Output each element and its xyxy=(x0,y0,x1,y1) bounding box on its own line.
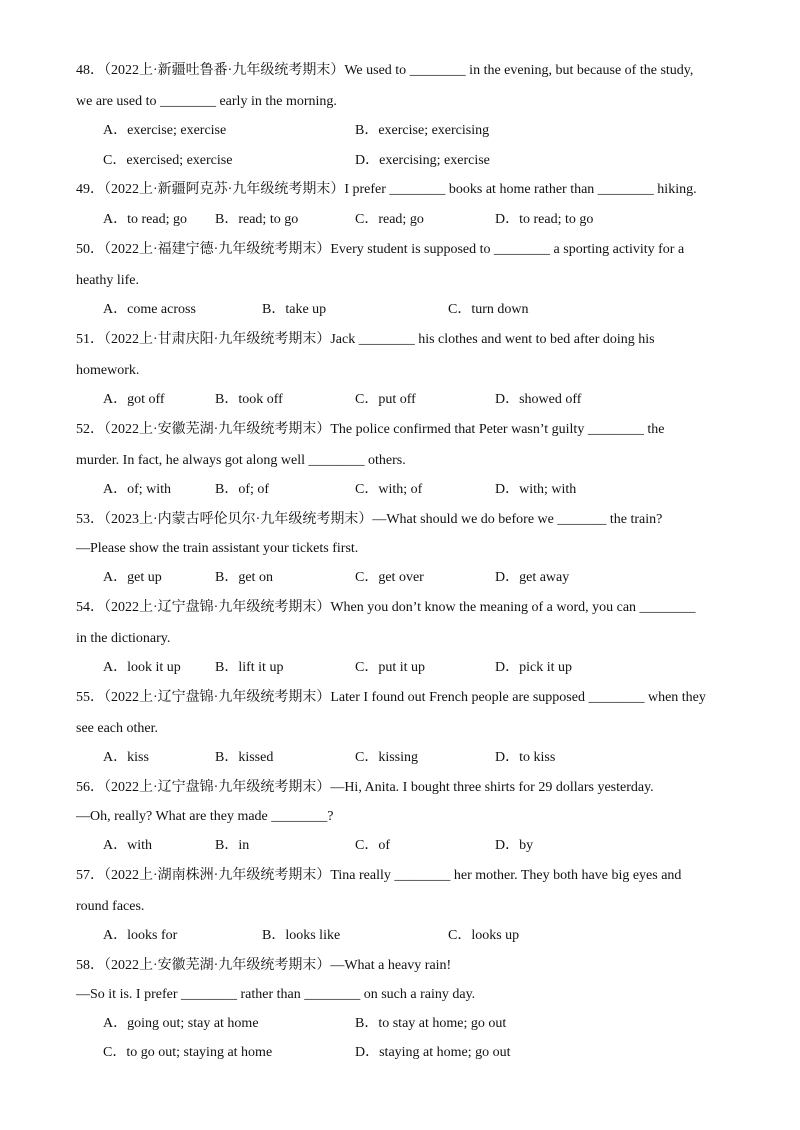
question-57-option-a: A．looks for xyxy=(103,928,178,943)
question-56-option-d: D．by xyxy=(495,838,534,853)
question-49-line-1: 49．（2022上·新疆阿克苏·九年级统考期末）I prefer ________ books at home rather than ________ hiking. xyxy=(76,182,697,197)
question-56-option-b: B．in xyxy=(215,838,250,853)
question-55-option-b: B．kissed xyxy=(215,750,274,765)
question-54-option-b: B．lift it up xyxy=(215,660,284,675)
question-57-line-1: 57．（2022上·湖南株洲·九年级统考期末）Tina really ________ her mother. They both have big eyes and xyxy=(76,868,682,883)
question-55-option-c: C．kissing xyxy=(355,750,419,765)
question-54-option-d: D．pick it up xyxy=(495,660,572,675)
question-58-option-b: B．to stay at home; go out xyxy=(355,1016,507,1031)
question-56-line-1: 56．（2022上·辽宁盘锦·九年级统考期末）—Hi, Anita. I bought three shirts for 29 dollars yesterday. xyxy=(76,780,654,795)
question-52-option-c: C．with; of xyxy=(355,482,423,497)
question-48-line-1: 48．（2022上·新疆吐鲁番·九年级统考期末）We used to ________ in the evening, but because of the study, xyxy=(76,63,694,78)
question-52-line-1: 52．（2022上·安徽芜湖·九年级统考期末）The police confirmed that Peter wasn’t guilty ________ the xyxy=(76,422,665,437)
question-51-line-1: 51．（2022上·甘肃庆阳·九年级统考期末）Jack ________ his clothes and went to bed after doing his xyxy=(76,332,655,347)
question-49-option-a: A．to read; go xyxy=(103,212,187,227)
question-54-line-2: in the dictionary. xyxy=(76,631,171,646)
question-55-line-2: see each other. xyxy=(76,721,159,736)
question-52-option-b: B．of; of xyxy=(215,482,270,497)
question-50-option-a: A．come across xyxy=(103,302,196,317)
question-52-option-a: A．of; with xyxy=(103,482,172,497)
question-58-option-a: A．going out; stay at home xyxy=(103,1016,259,1031)
question-55-option-d: D．to kiss xyxy=(495,750,556,765)
question-48-option-a: A．exercise; exercise xyxy=(103,123,227,138)
question-51-option-a: A．got off xyxy=(103,392,165,407)
question-58-line-2: —So it is. I prefer ________ rather than ________ on such a rainy day. xyxy=(76,987,476,1002)
question-54-line-1: 54．（2022上·辽宁盘锦·九年级统考期末）When you don’t know the meaning of a word, you can ________ xyxy=(76,600,696,615)
question-51-option-b: B．took off xyxy=(215,392,283,407)
question-57-line-2: round faces. xyxy=(76,899,145,914)
question-50-option-c: C．turn down xyxy=(448,302,529,317)
question-56-option-a: A．with xyxy=(103,838,152,853)
question-48-option-d: D．exercising; exercise xyxy=(355,153,490,168)
question-56-line-2: —Oh, really? What are they made ________? xyxy=(76,809,334,824)
question-53-option-b: B．get on xyxy=(215,570,273,585)
question-53-line-1: 53．（2023上·内蒙古呼伦贝尔·九年级统考期末）—What should we do before we _______ the train? xyxy=(76,512,663,527)
question-55-line-1: 55．（2022上·辽宁盘锦·九年级统考期末）Later I found out French people are supposed ________ when they xyxy=(76,690,706,705)
question-53-option-d: D．get away xyxy=(495,570,570,585)
question-50-option-b: B．take up xyxy=(262,302,327,317)
question-49-option-d: D．to read; to go xyxy=(495,212,594,227)
question-53-line-2: —Please show the train assistant your tickets first. xyxy=(76,541,359,556)
question-50-line-1: 50．（2022上·福建宁德·九年级统考期末）Every student is supposed to ________ a sporting activity for a xyxy=(76,242,685,257)
question-58-option-d: D．staying at home; go out xyxy=(355,1045,511,1060)
question-58-option-c: C．to go out; staying at home xyxy=(103,1045,273,1060)
question-48-option-c: C．exercised; exercise xyxy=(103,153,233,168)
question-53-option-a: A．get up xyxy=(103,570,162,585)
question-57-option-c: C．looks up xyxy=(448,928,520,943)
question-54-option-a: A．look it up xyxy=(103,660,181,675)
question-48-option-b: B．exercise; exercising xyxy=(355,123,490,138)
question-58-line-1: 58．（2022上·安徽芜湖·九年级统考期末）—What a heavy rain! xyxy=(76,958,452,973)
question-50-line-2: heathy life. xyxy=(76,273,139,288)
question-53-option-c: C．get over xyxy=(355,570,424,585)
question-49-option-b: B．read; to go xyxy=(215,212,299,227)
question-56-option-c: C．of xyxy=(355,838,390,853)
question-51-option-c: C．put off xyxy=(355,392,416,407)
question-51-option-d: D．showed off xyxy=(495,392,582,407)
question-52-option-d: D．with; with xyxy=(495,482,577,497)
question-57-option-b: B．looks like xyxy=(262,928,341,943)
question-55-option-a: A．kiss xyxy=(103,750,149,765)
question-52-line-2: murder. In fact, he always got along well ________ others. xyxy=(76,453,406,468)
question-54-option-c: C．put it up xyxy=(355,660,426,675)
question-49-option-c: C．read; go xyxy=(355,212,424,227)
question-51-line-2: homework. xyxy=(76,363,140,378)
question-48-line-2: we are used to ________ early in the morning. xyxy=(76,94,337,109)
